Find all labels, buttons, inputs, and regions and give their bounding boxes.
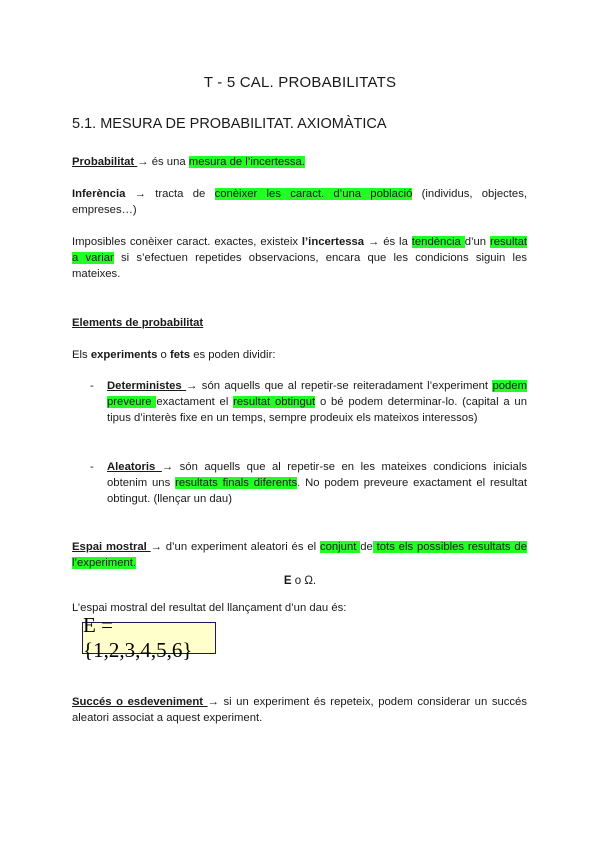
- espai-text-1: → d’un experiment aleatori és el: [150, 541, 320, 553]
- fets-bold: fets: [169, 349, 191, 361]
- aleatoris-text-2: . No podem preveure exactament el resultat obtingut. (llençar un dau): [107, 477, 527, 505]
- imposibles-text-4: si s’efectuen repetides observacions, encara que les condicions siguin les mateixes.: [72, 252, 528, 280]
- aleatoris-term: Aleatoris: [107, 461, 162, 473]
- notation-line: [0, 575, 600, 587]
- experiments-paragraph: [72, 347, 527, 363]
- bullet-dash: -: [90, 461, 94, 473]
- deterministes-text-1: → són aquells que al repetir-se reiteradament l’experiment: [186, 380, 493, 392]
- inferencia-paragraph: [72, 186, 527, 218]
- imposibles-text-1: Imposibles conèixer caract. exactes, existeix: [72, 236, 302, 248]
- deterministes-item: [107, 378, 527, 426]
- section-heading: 5.1. MESURA DE PROBABILITAT. AXIOMÀTICA: [72, 116, 387, 132]
- tendencia-highlight: tendència: [411, 236, 465, 248]
- elements-heading: [72, 315, 527, 331]
- sample-space-formula: [82, 613, 216, 662]
- imposibles-text-3: d’un: [464, 236, 490, 248]
- page-title: T - 5 CAL. PROBABILITATS: [203, 74, 397, 91]
- probabilitat-highlight: mesura de l’incertessa.: [188, 156, 305, 168]
- inferencia-term: Inferència: [72, 188, 135, 200]
- espai-paragraph: [72, 539, 527, 571]
- aleatoris-text-1: → són aquells que al repetir-se en les mateixes condicions inicials obtenim uns: [107, 461, 527, 489]
- notation-omega: o Ω.: [291, 575, 317, 587]
- conjunt-highlight: conjunt: [319, 541, 361, 553]
- succes-term: Succés o esdeveniment: [72, 696, 208, 708]
- elements-heading-text: Elements de probabilitat: [72, 317, 204, 329]
- podem-preveure-highlight: podem preveure: [107, 380, 527, 408]
- formula-text: E = {1,2,3,4,5,6}: [83, 613, 193, 662]
- inferencia-highlight: conèixer les caract. d’una població: [214, 188, 413, 200]
- experiments-text-1: Els: [72, 349, 91, 361]
- deterministes-text-3: o bé podem determinar-lo. (capital a un tipus d’interès fixe en un temps, sempre prodeuix els mateixos interessos): [107, 396, 527, 424]
- aleatoris-item: [107, 459, 527, 507]
- inferencia-text: → tracta de: [134, 188, 215, 200]
- probabilitat-text: → és una: [137, 156, 189, 168]
- succes-text: → si un experiment és repeteix, podem considerar un succés aleatori associat a aquest experiment.: [72, 696, 527, 724]
- probabilitat-paragraph: [72, 154, 527, 170]
- possibles-resultats-highlight: tots els possibles resultats de l’experiment.: [72, 541, 527, 569]
- deterministes-term: Deterministes: [107, 380, 187, 392]
- experiments-bold: experiments: [90, 349, 158, 361]
- dau-text: L’espai mostral del resultat del llançament d’un dau és:: [72, 602, 347, 614]
- experiments-text-3: es poden dividir:: [190, 349, 276, 361]
- imposibles-paragraph: [72, 234, 527, 282]
- espai-text-2: de: [360, 541, 373, 553]
- incertessa-bold: l’incertessa: [301, 236, 368, 248]
- experiments-text-2: o: [157, 349, 170, 361]
- bullet-dash: -: [90, 380, 94, 392]
- deterministes-text-2: exactament el: [156, 396, 234, 408]
- imposibles-text-2: → és la: [368, 236, 412, 248]
- succes-paragraph: [72, 694, 527, 726]
- inferencia-text-2: (individus, objectes, empreses…): [72, 188, 527, 216]
- resultats-finals-highlight: resultats finals diferents: [175, 477, 298, 489]
- resultat-obtingut-highlight: resultat obtingut: [233, 396, 316, 408]
- notation-e: E: [283, 575, 292, 587]
- espai-term: Espai mostral: [72, 541, 151, 553]
- probabilitat-term: Probabilitat: [72, 156, 138, 168]
- resultat-variar-highlight: resultat a variar: [72, 236, 528, 264]
